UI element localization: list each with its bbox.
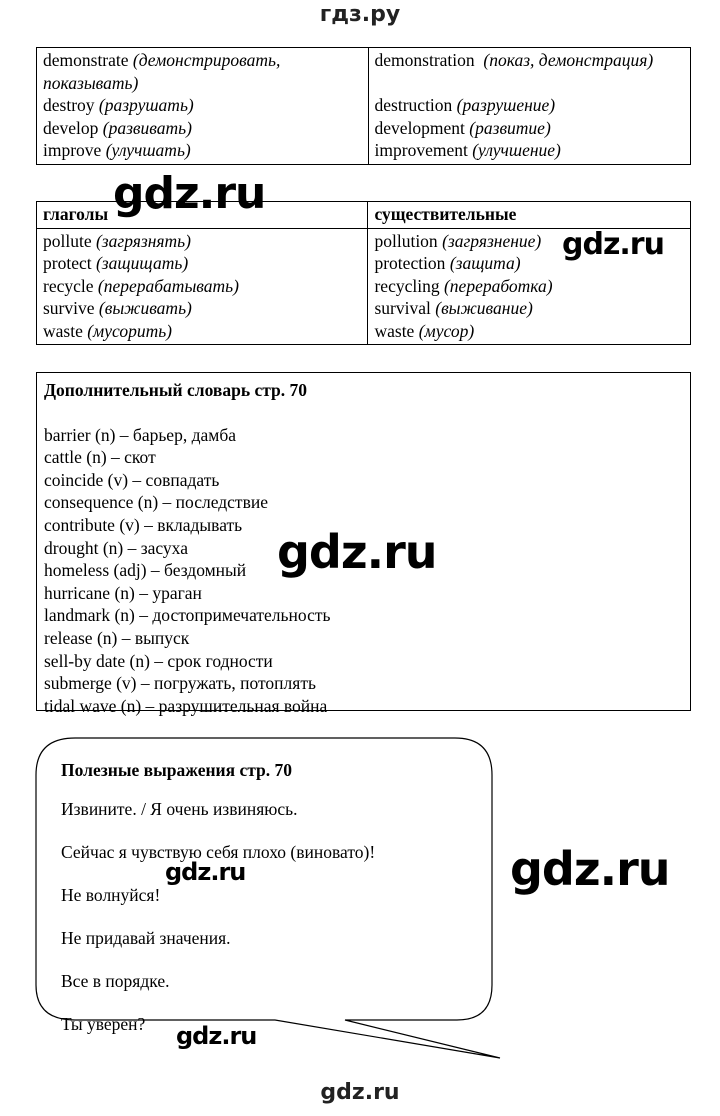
translation: (развитие) — [469, 117, 551, 138]
phrase-item: Сейчас я чувствую себя плохо (виновато)! — [61, 842, 376, 862]
translation: (демонстрировать, показывать) — [43, 50, 281, 93]
translation: (перерабатывать) — [97, 275, 239, 296]
dictionary-entry: coincide (v) – совпадать — [44, 469, 220, 490]
word: protection — [374, 253, 446, 273]
word: demonstration — [374, 50, 475, 70]
dictionary-entry: hurricane (n) – ураган — [44, 582, 202, 603]
dictionary-entry: contribute (v) – вкладывать — [44, 514, 243, 535]
dictionary-title: Дополнительный словарь стр. 70 — [44, 380, 308, 400]
word: recycle — [43, 275, 94, 296]
phrase-item: Не волнуйся! — [61, 885, 161, 905]
word: protect — [43, 253, 92, 273]
dictionary-entry: barrier (n) – барьер, дамба — [44, 424, 236, 445]
word: improve — [43, 140, 102, 160]
word: development — [374, 117, 465, 138]
translation: (развивать) — [102, 117, 192, 138]
dictionary-entry: landmark (n) – достопримечательность — [44, 605, 331, 626]
translation: (выживать) — [98, 298, 192, 318]
dictionary-entry: tidal wave (n) – разрушительная война — [44, 695, 328, 716]
dictionary-entry: release (n) – выпуск — [44, 627, 190, 648]
phrase-item: Ты уверен? — [61, 1014, 146, 1034]
translation: (защита) — [449, 253, 521, 273]
translation: (загрязнять) — [95, 230, 191, 251]
phrases-title: Полезные выражения стр. 70 — [61, 760, 293, 780]
phrase-item: Все в порядке. — [61, 971, 170, 991]
watermark: gdz.ru — [510, 842, 670, 896]
column-header-verbs: глаголы — [37, 202, 368, 229]
phrase-item: Не придавай значения. — [61, 928, 231, 948]
word: pollute — [43, 230, 92, 251]
word: destroy — [43, 95, 95, 115]
watermark: gdz.ru — [562, 227, 664, 262]
watermark: gdz.ru — [277, 525, 437, 579]
useful-phrases — [61, 760, 375, 1056]
dictionary-entry: sell-by date (n) – срок годности — [44, 650, 273, 671]
column-header-nouns: существительные — [368, 202, 691, 229]
word: survive — [43, 298, 95, 318]
translation: (разрушать) — [98, 95, 194, 115]
word: recycling — [374, 275, 440, 296]
site-header-brand[interactable]: гдз.ру — [319, 2, 401, 27]
translation: (мусор) — [418, 320, 475, 341]
translation: (выживание) — [435, 298, 533, 318]
word: survival — [374, 298, 431, 318]
dictionary-entry: drought (n) – засуха — [44, 537, 188, 558]
word: improvement — [374, 140, 468, 160]
word: waste — [43, 320, 83, 341]
translation: (улучшение) — [472, 140, 561, 160]
word: pollution — [374, 230, 438, 251]
dictionary-entry: consequence (n) – последствие — [44, 492, 268, 513]
word: waste — [374, 320, 415, 341]
word: develop — [43, 117, 99, 138]
dictionary-entry: cattle (n) – скот — [44, 447, 156, 468]
word: demonstrate — [43, 50, 129, 70]
word: destruction — [374, 95, 453, 115]
translation: (защищать) — [95, 253, 189, 273]
phrase-item: Извините. / Я очень извиняюсь. — [61, 799, 298, 819]
site-footer-brand[interactable]: gdz.ru — [320, 1080, 400, 1105]
translation: (улучшать) — [105, 140, 191, 160]
dictionary-entry: homeless (adj) – бездомный — [44, 560, 247, 581]
watermark: gdz.ru — [113, 168, 266, 219]
translation: (переработка) — [443, 275, 553, 296]
dictionary-entry: submerge (v) – погружать, потоплять — [44, 673, 316, 694]
translation: (разрушение) — [456, 95, 556, 115]
translation: (загрязнение) — [442, 230, 542, 251]
translation: (мусорить) — [87, 320, 173, 341]
watermark: gdz.ru — [165, 858, 246, 886]
translation: (показ, демонстрация) — [483, 50, 654, 70]
watermark: gdz.ru — [176, 1022, 257, 1050]
